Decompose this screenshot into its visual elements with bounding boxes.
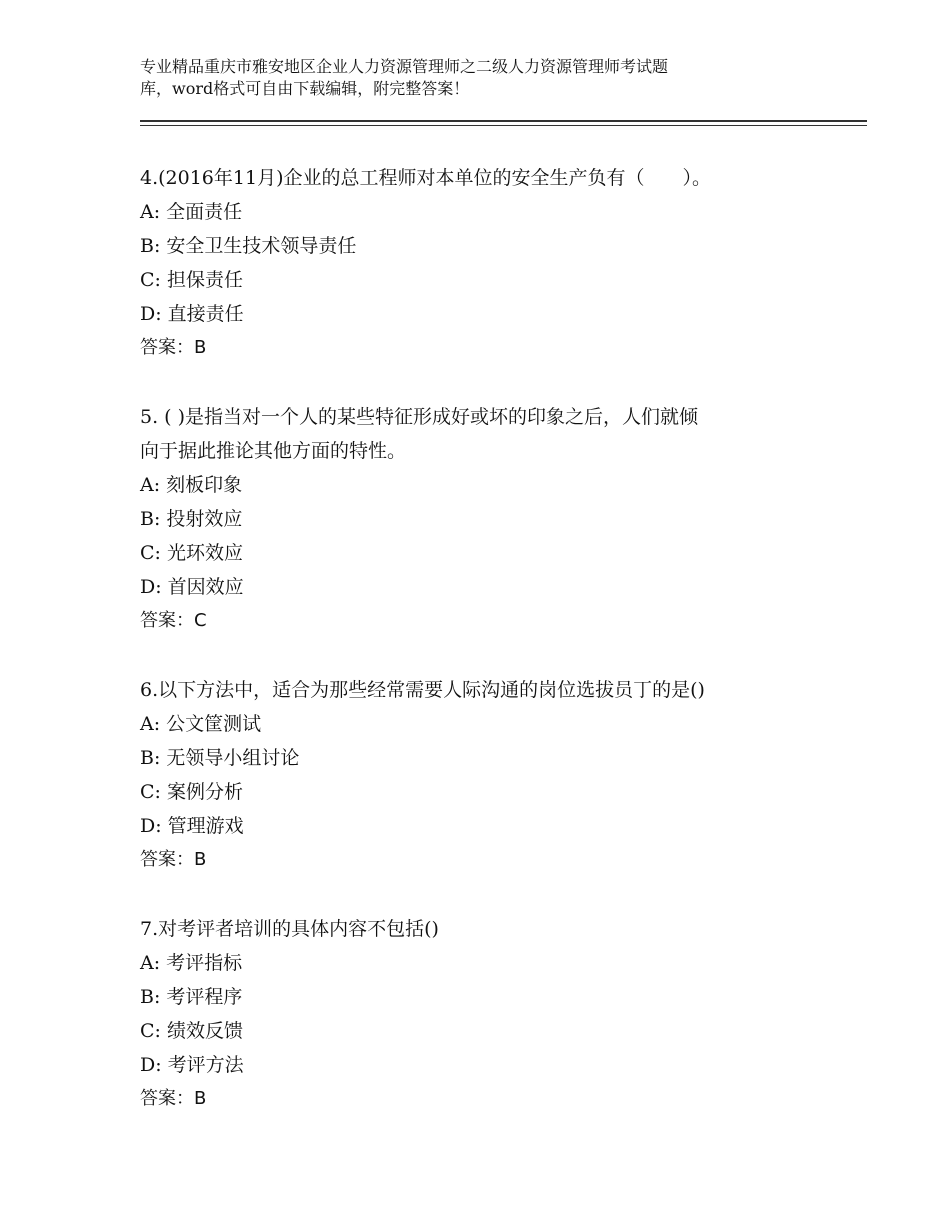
header-divider-thin — [140, 125, 867, 126]
question-stem-continued: 向于据此推论其他方面的特性。 — [140, 440, 407, 462]
option-a: A: 刻板印象 — [140, 474, 243, 496]
option-c: C: 光环效应 — [140, 542, 243, 564]
answer: 答案：B — [140, 337, 207, 358]
question-7 — [140, 912, 820, 1116]
question-stem: 6.以下方法中，适合为那些经常需要人际沟通的岗位选拔员丁的是() — [140, 679, 705, 701]
question-stem: 7.对考评者培训的具体内容不包括() — [140, 918, 439, 940]
option-d: D: 考评方法 — [140, 1054, 244, 1076]
answer: 答案：B — [140, 849, 207, 870]
question-4 — [140, 161, 820, 365]
option-c: C: 案例分析 — [140, 781, 243, 803]
header-line-2: 库，word格式可自由下载编辑，附完整答案！ — [140, 79, 470, 98]
option-c: C: 绩效反馈 — [140, 1020, 243, 1042]
question-stem: 4.(2016年11月)企业的总工程师对本单位的安全生产负有（ ）。 — [140, 167, 711, 189]
header-divider — [140, 120, 867, 122]
answer: 答案：C — [140, 610, 207, 631]
header-line-1: 专业精品重庆市雅安地区企业人力资源管理师之二级人力资源管理师考试题 — [140, 57, 669, 76]
option-c: C: 担保责任 — [140, 269, 243, 291]
option-a: A: 考评指标 — [140, 952, 243, 974]
option-b: B: 投射效应 — [140, 508, 243, 530]
question-5 — [140, 400, 820, 638]
option-b: B: 安全卫生技术领导责任 — [140, 235, 357, 257]
document-header — [140, 56, 820, 100]
option-b: B: 无领导小组讨论 — [140, 747, 300, 769]
option-a: A: 公文筐测试 — [140, 713, 262, 735]
question-stem: 5. ( )是指当对一个人的某些特征形成好或坏的印象之后，人们就倾 — [140, 406, 699, 428]
option-d: D: 首因效应 — [140, 576, 244, 598]
option-d: D: 管理游戏 — [140, 815, 244, 837]
option-a: A: 全面责任 — [140, 201, 243, 223]
answer: 答案：B — [140, 1088, 207, 1109]
option-d: D: 直接责任 — [140, 303, 244, 325]
question-6 — [140, 673, 820, 877]
option-b: B: 考评程序 — [140, 986, 243, 1008]
